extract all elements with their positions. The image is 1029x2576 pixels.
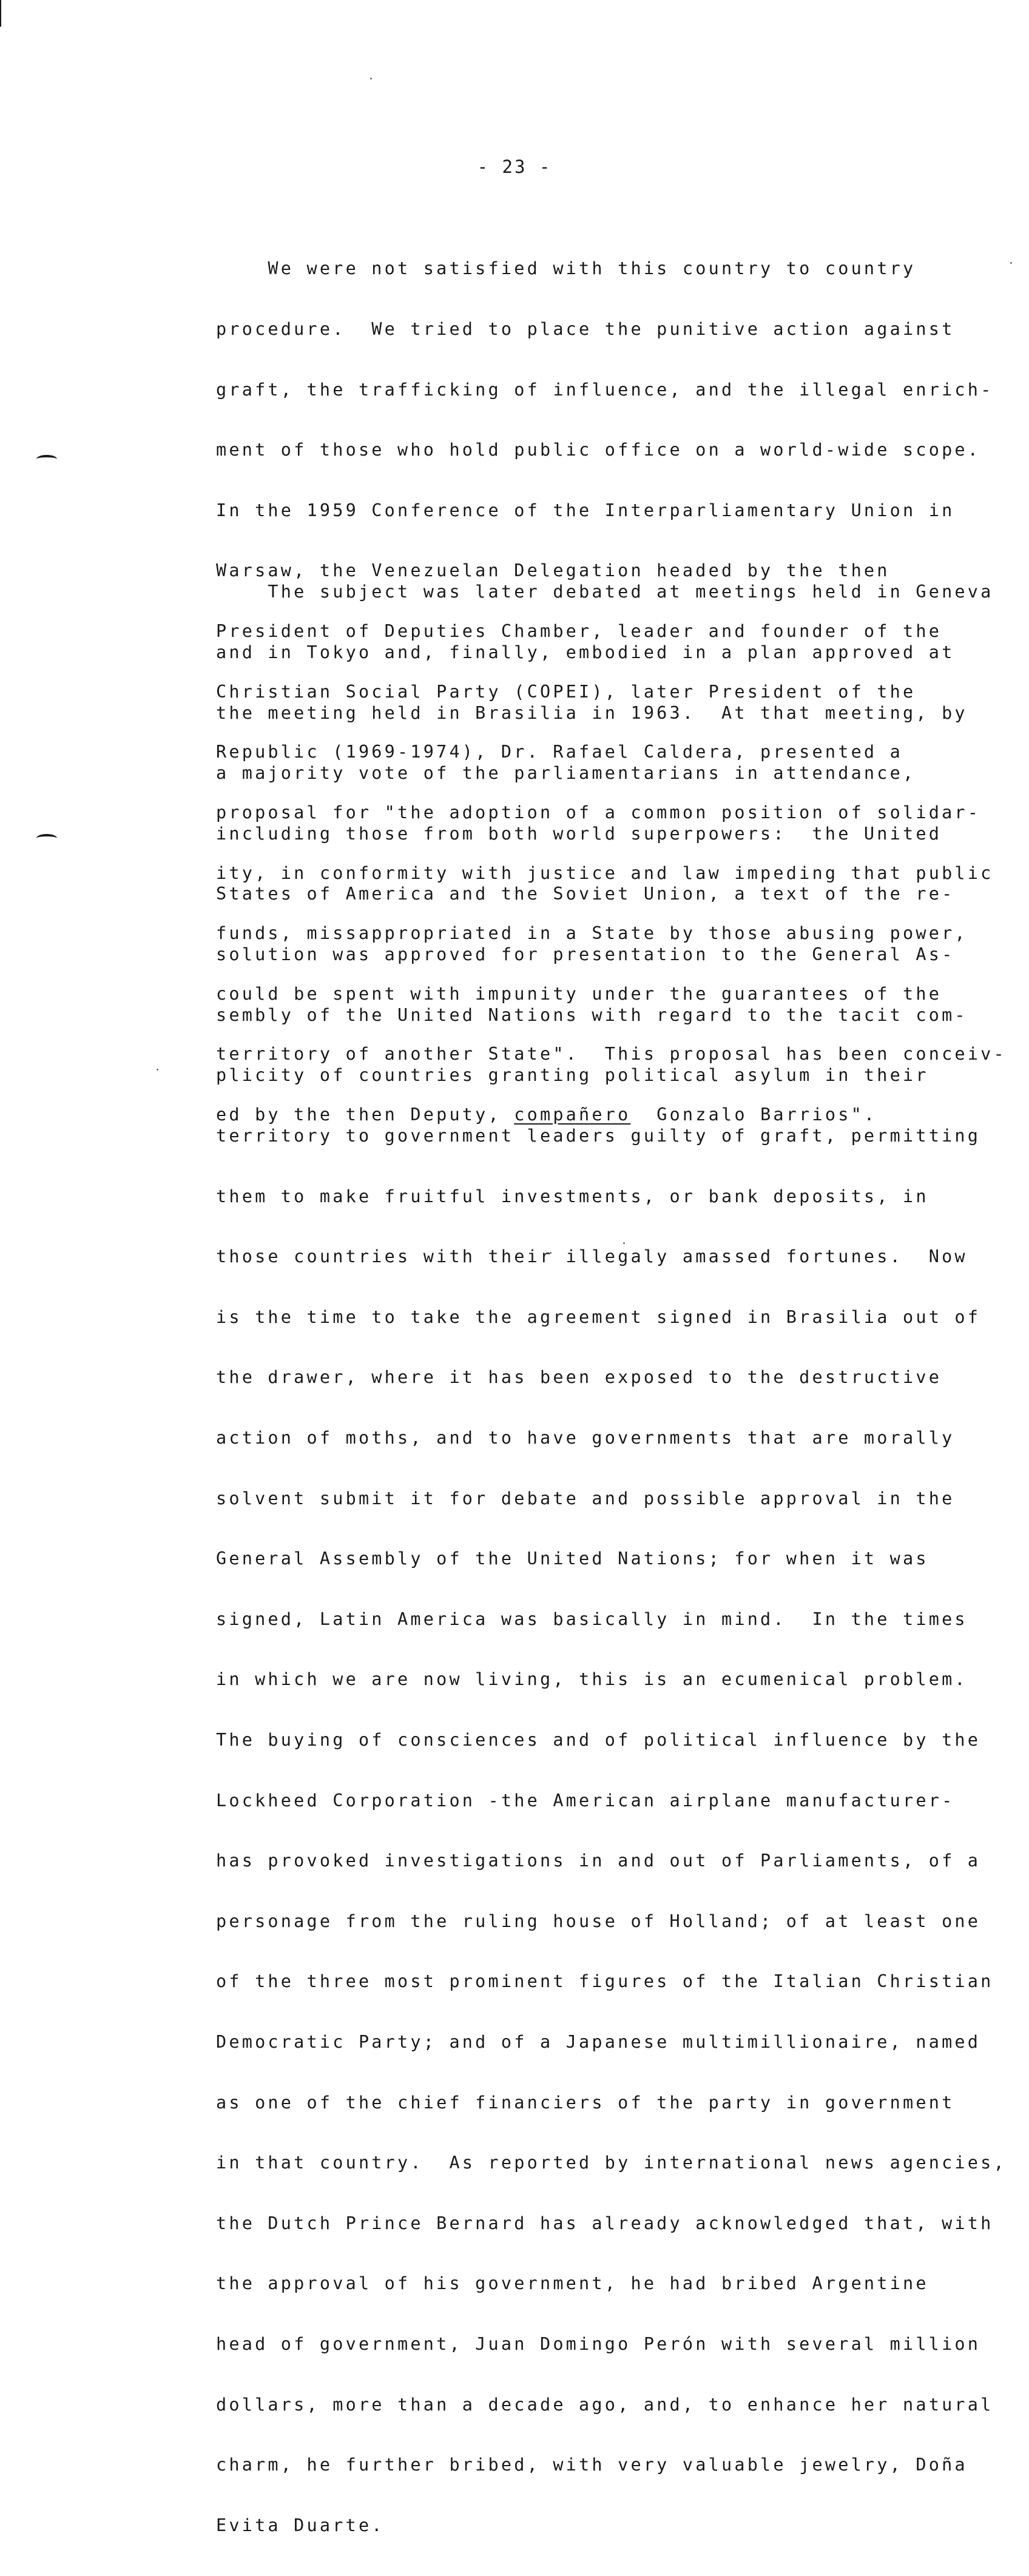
text-line: ity, in conformity with justice and law impeding that public (216, 863, 994, 883)
text-line: We were not satisfied with this country to country (216, 258, 916, 279)
text-line: including those from both world superpowers: the United (216, 823, 942, 844)
text-line: graft, the trafficking of influence, and the illegal enrich- (216, 379, 994, 400)
text-line: The subject was later debated at meetings held in Geneva (216, 582, 994, 602)
text-line: those countries with their illegaly amassed fortunes. Now (216, 1246, 968, 1267)
text-line: in that country. As reported by international news agencies, (216, 2153, 1007, 2173)
underlined-word: compañero (514, 1104, 631, 1125)
text-line: proposal for "the adoption of a common position of solidar- (216, 802, 981, 822)
text-line: a majority vote of the parliamentarians in attendance, (216, 763, 916, 784)
text-line: sembly of the United Nations with regard to the tacit com- (216, 1004, 968, 1025)
text-line: Democratic Party; and of a Japanese multimillionaire, named (216, 2032, 981, 2053)
scan-speck (370, 78, 372, 79)
text-segment: Gonzalo Barrios". (630, 1104, 877, 1125)
text-line: procedure. We tried to place the punitive action against (216, 319, 955, 340)
text-line: dollars, more than a decade ago, and, to enhance her natural (216, 2394, 994, 2415)
text-line: them to make fruitful investments, or bank deposits, in (216, 1186, 929, 1206)
text-line: plicity of countries granting political asylum in their (216, 1065, 929, 1086)
text-line: charm, he further bribed, with very valuable jewelry, Doña (216, 2455, 968, 2475)
text-line: ment of those who hold public office on a world-wide scope. (216, 440, 981, 460)
text-line: Lockheed Corporation -the American airplane manufacturer- (216, 1790, 955, 1811)
text-line: the meeting held in Brasilia in 1963. At that meeting, by (216, 702, 968, 723)
text-segment: ed by the then Deputy, (216, 1104, 514, 1125)
text-line: and in Tokyo and, finally, embodied in a plan approved at (216, 642, 955, 663)
text-line: solvent submit it for debate and possible approval in the (216, 1488, 955, 1508)
scan-speck (157, 1069, 158, 1071)
text-line: is the time to take the agreement signed in Brasilia out of (216, 1306, 981, 1327)
text-line: Evita Duarte. (216, 2515, 385, 2535)
text-line: action of moths, and to have governments that are morally (216, 1427, 955, 1448)
text-line: solution was approved for presentation to the General As- (216, 944, 955, 965)
text-line: Christian Social Party (COPEI), later President of the (216, 681, 916, 702)
paragraph-2 (216, 542, 1007, 2576)
text-line: in which we are now living, this is an ecumenical problem. (216, 1669, 968, 1690)
text-line: of the three most prominent figures of the Italian Christian (216, 1971, 994, 1992)
text-line: the drawer, where it has been exposed to the destructive (216, 1367, 942, 1388)
text-line: has provoked investigations in and out of Parliaments, of a (216, 1851, 981, 1871)
scan-edge-mark (0, 0, 1, 27)
text-line: The buying of consciences and of political influence by the (216, 1729, 981, 1750)
text-line: President of Deputies Chamber, leader and founder of the (216, 621, 942, 642)
text-line: head of government, Juan Domingo Perón with several million (216, 2334, 981, 2355)
text-line: funds, missappropriated in a State by those abusing power, (216, 923, 968, 944)
text-line: territory of another State". This proposal has been conceiv- (216, 1044, 1007, 1064)
text-line: States of America and the Soviet Union, a text of the re- (216, 884, 955, 904)
text-line: In the 1959 Conference of the Interparliamentary Union in (216, 500, 955, 520)
text-line: as one of the chief financiers of the party in government (216, 2092, 955, 2113)
text-line: could be spent with impunity under the guarantees of the (216, 983, 942, 1004)
text-line: General Assembly of the United Nations; for when it was (216, 1549, 929, 1569)
text-line: signed, Latin America was basically in mind. In the times (216, 1609, 968, 1629)
text-line: Republic (1969-1974), Dr. Rafael Caldera, presented a (216, 742, 903, 762)
page-number: - 23 - (477, 156, 552, 177)
text-line: personage from the ruling house of Holland; of at least one (216, 1911, 981, 1931)
text-line: the approval of his government, he had bribed Argentine (216, 2273, 929, 2294)
text-line: the Dutch Prince Bernard has already acknowledged that, with (216, 2213, 994, 2233)
text-line: Warsaw, the Venezuelan Delegation headed by the then (216, 560, 890, 581)
binder-hole-mark-upper (36, 455, 57, 463)
binder-hole-mark-lower (36, 834, 57, 842)
scan-speck (1010, 262, 1012, 264)
text-line: territory to government leaders guilty of graft, permitting (216, 1125, 981, 1146)
